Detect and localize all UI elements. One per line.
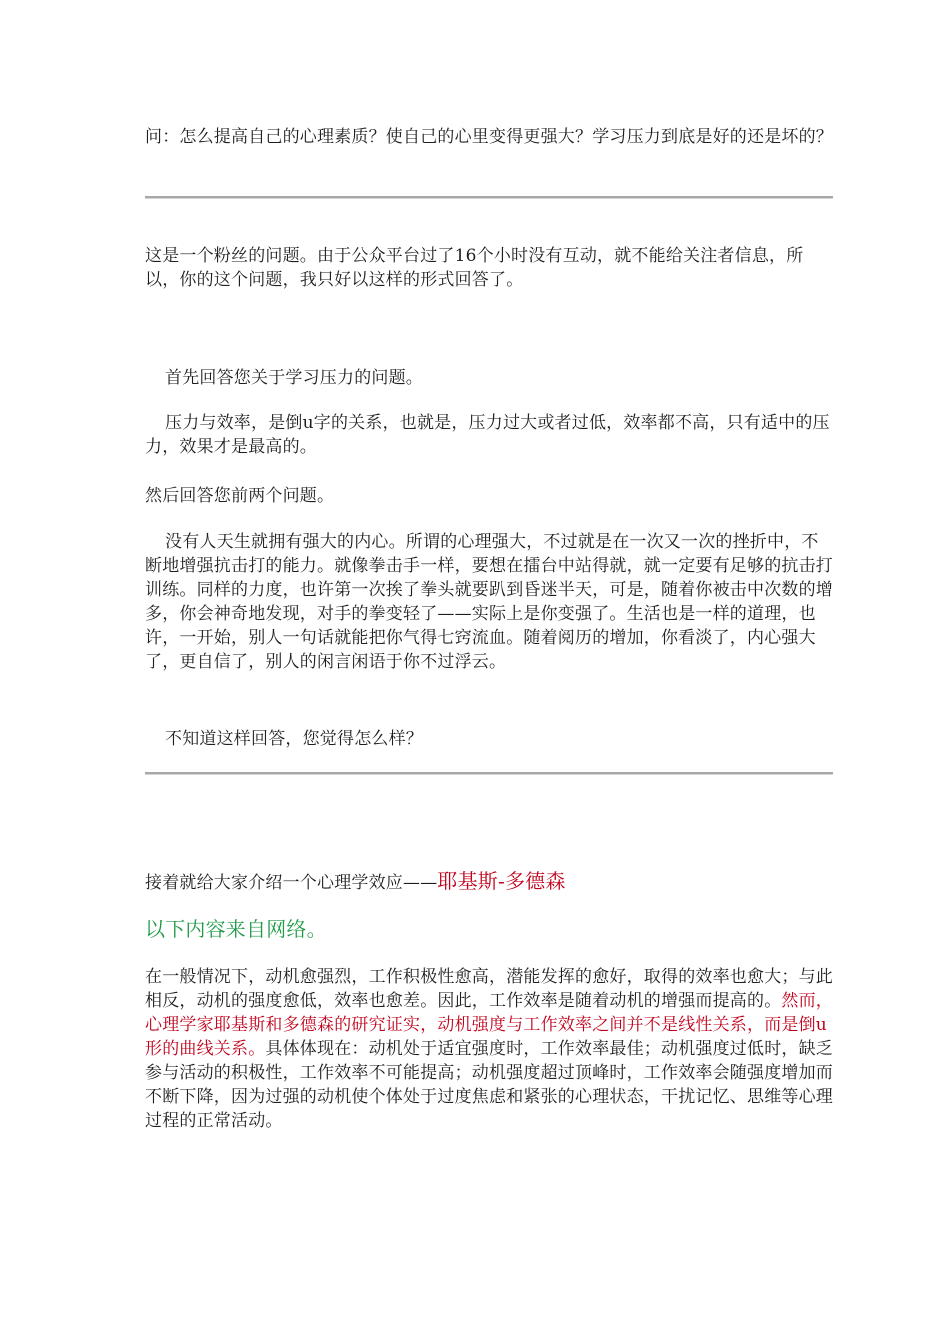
effect-body-highlight: 然而，心理学家耶基斯和多德森的研究证实，动机强度与工作效率之间并不是线性关系，而是倒u形的曲线关系。 [145,991,834,1059]
effect-body [145,965,835,1133]
answer-paragraph-2: 压力与效率，是倒u字的关系，也就是，压力过大或者过低，效率都不高，只有适中的压力，效果才是最高的。 [145,413,830,457]
source-note: 以下内容来自网络。 [145,917,327,941]
effect-lead: 接着就给大家介绍一个心理学效应—— [145,873,438,893]
answer-paragraph-4: 没有人天生就拥有强大的内心。所谓的心理强大，不过就是在一次又一次的挫折中，不断地增强抗击打的能力。就像拳击手一样，要想在擂台中站得就，就一定要有足够的抗击打训练。同样的力度，也许第一次挨了拳头就要趴到昏迷半天，可是，随着你被击中次数的增多，你会神奇地发现，对手的拳变轻了——实际上是你变强了。生活也是一样的道理，也许，一开始，别人一句话就能把你气得七窍流血。随着阅历的增加，你看淡了，内心强大了，更自信了，别人的闲言闲语于你不过浮云。 [145,532,833,672]
intro-paragraph: 这是一个粉丝的问题。由于公众平台过了16个小时没有互动，就不能给关注者信息，所以，你的这个问题，我只好以这样的形式回答了。 [145,246,804,290]
effect-name: 耶基斯-多德森 [437,869,566,893]
effect-body-part-a: 在一般情况下，动机愈强烈，工作积极性愈高，潜能发挥的愈好，取得的效率也愈大；与此相反，动机的强度愈低，效率也愈差。因此，工作效率是随着动机的增强而提高的。 [145,967,833,1011]
answer-paragraph-1: 首先回答您关于学习压力的问题。 [165,368,423,388]
answer-paragraph-5: 不知道这样回答，您觉得怎么样？ [165,729,423,749]
question-paragraph: 问：怎么提高自己的心理素质？使自己的心里变得更强大？学习压力到底是好的还是坏的？ [145,127,833,147]
effect-body-part-b: 具体体现在：动机处于适宜强度时，工作效率最佳；动机强度过低时，缺乏参与活动的积极性，工作效率不可能提高；动机强度超过顶峰时，工作效率会随强度增加而不断下降，因为过强的动机使个体处于过度焦虑和紧张的心理状态，干扰记忆、思维等心理过程的正常活动。 [145,1039,834,1131]
divider-2 [145,772,833,775]
divider-1 [145,196,833,199]
answer-paragraph-3: 然后回答您前两个问题。 [145,486,335,506]
effect-heading [145,869,835,895]
